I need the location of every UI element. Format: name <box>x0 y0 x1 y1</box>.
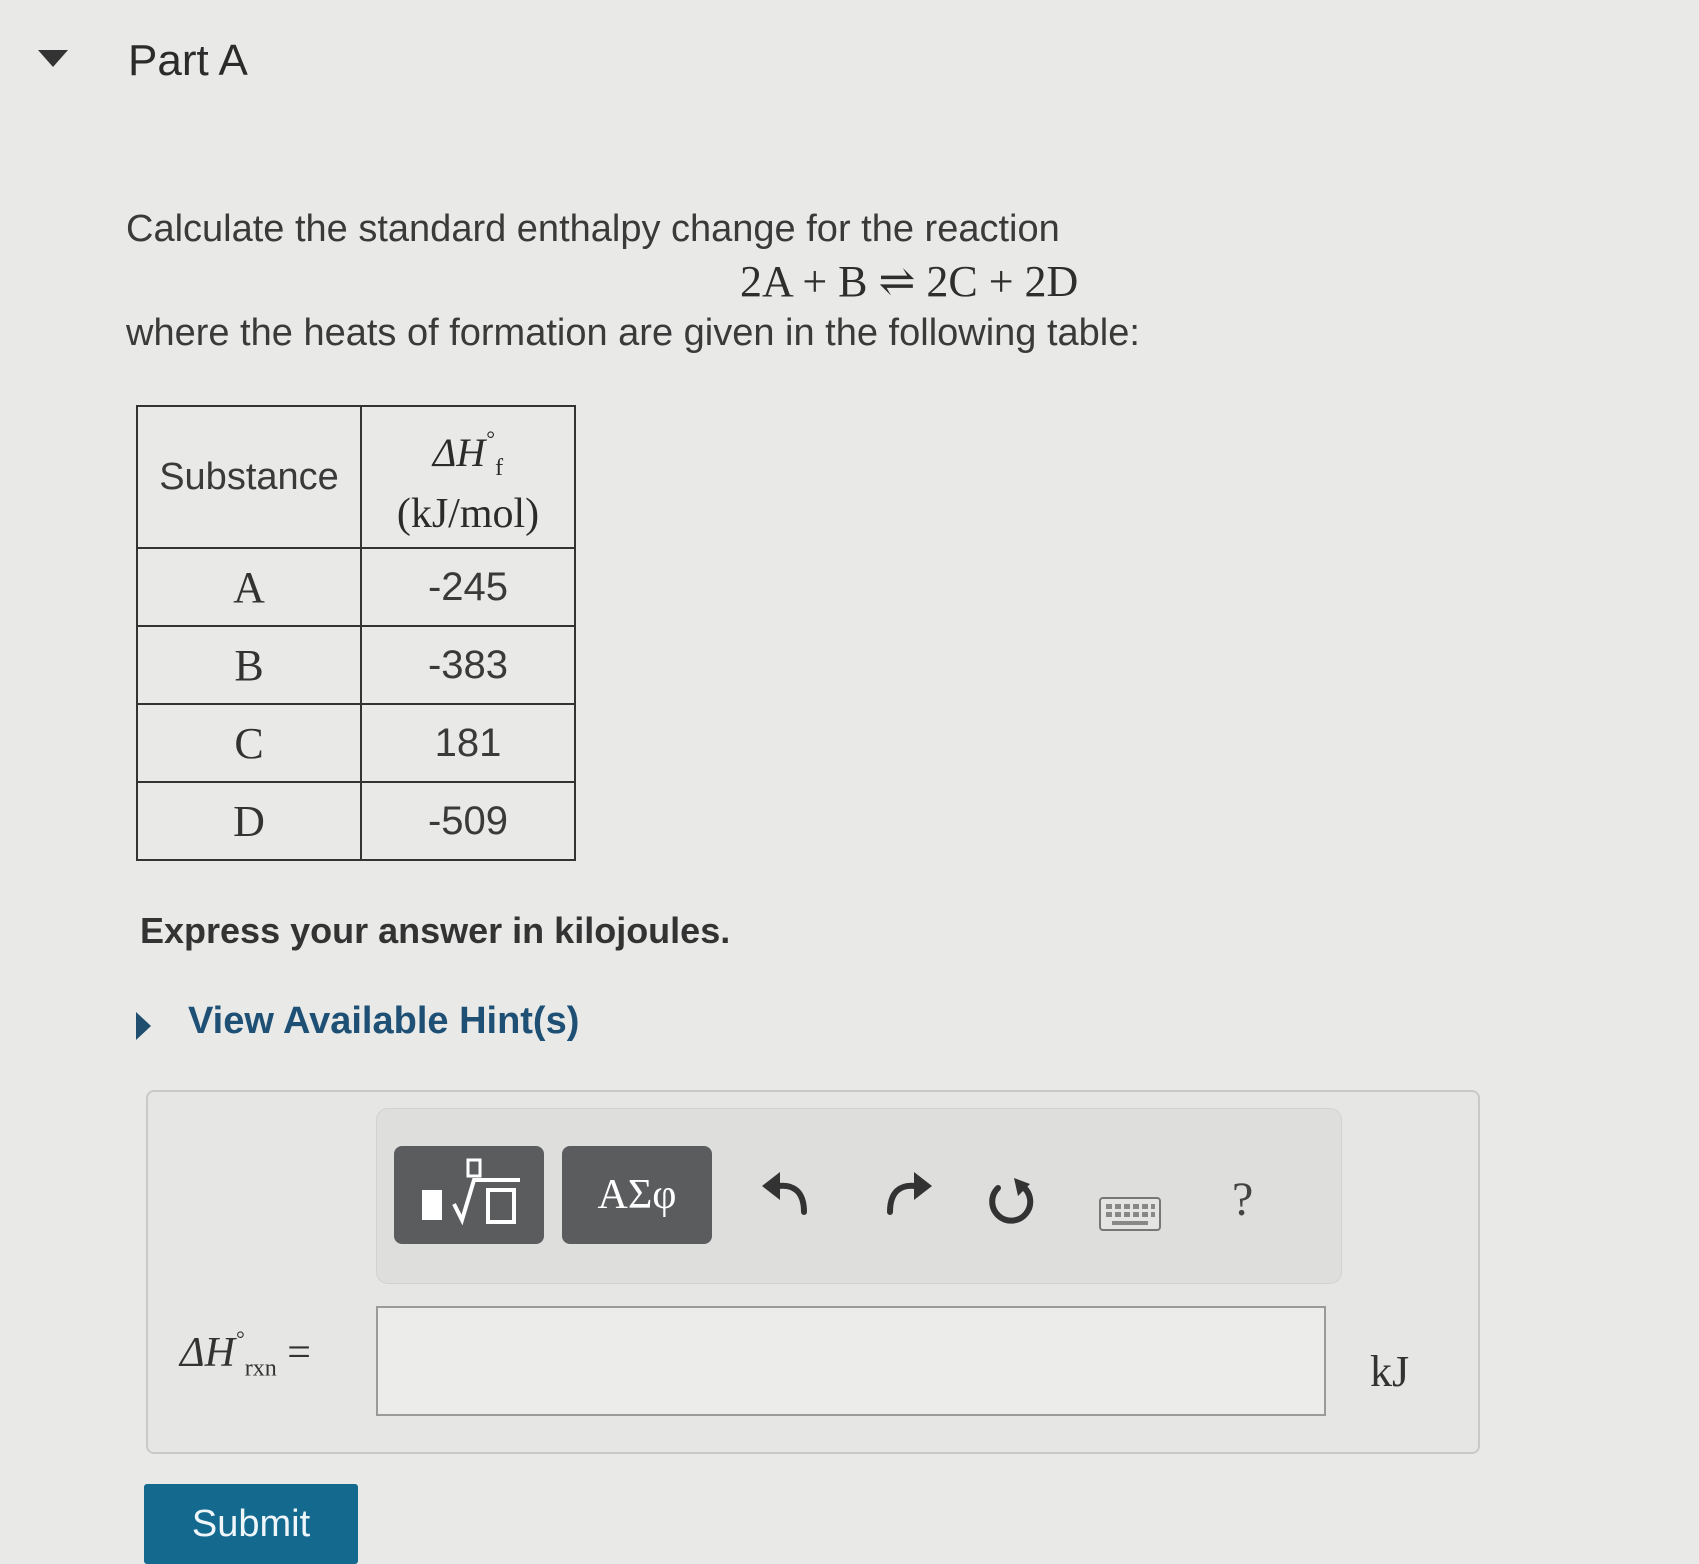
equation-reactants: 2A + B <box>740 257 868 306</box>
question-text: Calculate the standard enthalpy change for the reaction <box>126 208 1060 250</box>
degree-sign: ° <box>235 1326 245 1351</box>
expand-hint-icon[interactable] <box>136 1012 151 1040</box>
undo-icon[interactable] <box>760 1170 816 1220</box>
greek-symbols-button[interactable]: ΑΣφ <box>562 1146 712 1244</box>
header-enthalpy <box>361 406 575 548</box>
templates-icon <box>394 1146 544 1244</box>
equals-sign: = <box>287 1330 311 1376</box>
enthalpy-cell: -245 <box>361 548 575 626</box>
collapse-arrow-icon[interactable] <box>38 50 68 67</box>
equilibrium-arrow: ⇌ <box>878 257 916 306</box>
answer-label <box>180 1326 311 1382</box>
keyboard-icon[interactable] <box>1098 1196 1162 1232</box>
header-unit: (kJ/mol) <box>396 490 540 537</box>
question-text-continued: where the heats of formation are given in the following table: <box>126 312 1140 354</box>
enthalpy-cell: -509 <box>361 782 575 860</box>
help-icon[interactable]: ? <box>1232 1173 1254 1226</box>
table-row <box>137 782 575 860</box>
answer-instructions: Express your answer in kilojoules. <box>140 910 731 951</box>
reset-icon[interactable] <box>984 1176 1038 1230</box>
enthalpy-cell: 181 <box>361 704 575 782</box>
substance-cell: A <box>137 548 361 626</box>
unit-label: kJ <box>1370 1347 1410 1396</box>
templates-button[interactable] <box>394 1146 544 1244</box>
submit-button[interactable]: Submit <box>144 1484 358 1564</box>
enthalpy-cell: -383 <box>361 626 575 704</box>
reaction-equation <box>740 256 1078 307</box>
reaction-subscript: rxn <box>244 1355 277 1382</box>
formation-subscript: f <box>495 454 504 481</box>
redo-icon[interactable] <box>878 1170 934 1220</box>
heats-of-formation-table <box>136 405 576 861</box>
table-row <box>137 626 575 704</box>
table-row <box>137 704 575 782</box>
table-header-row <box>137 406 575 548</box>
view-hints-link[interactable]: View Available Hint(s) <box>188 1000 580 1042</box>
table-row <box>137 548 575 626</box>
part-title: Part A <box>128 36 248 85</box>
equation-products: 2C + 2D <box>926 257 1079 306</box>
substance-cell: B <box>137 626 361 704</box>
degree-sign: ° <box>486 425 496 451</box>
answer-input[interactable] <box>376 1306 1326 1416</box>
substance-cell: D <box>137 782 361 860</box>
header-dh-symbol: ΔH <box>432 429 486 475</box>
substance-cell: C <box>137 704 361 782</box>
header-substance: Substance <box>137 406 361 548</box>
answer-dh-symbol: ΔH <box>180 1330 235 1376</box>
